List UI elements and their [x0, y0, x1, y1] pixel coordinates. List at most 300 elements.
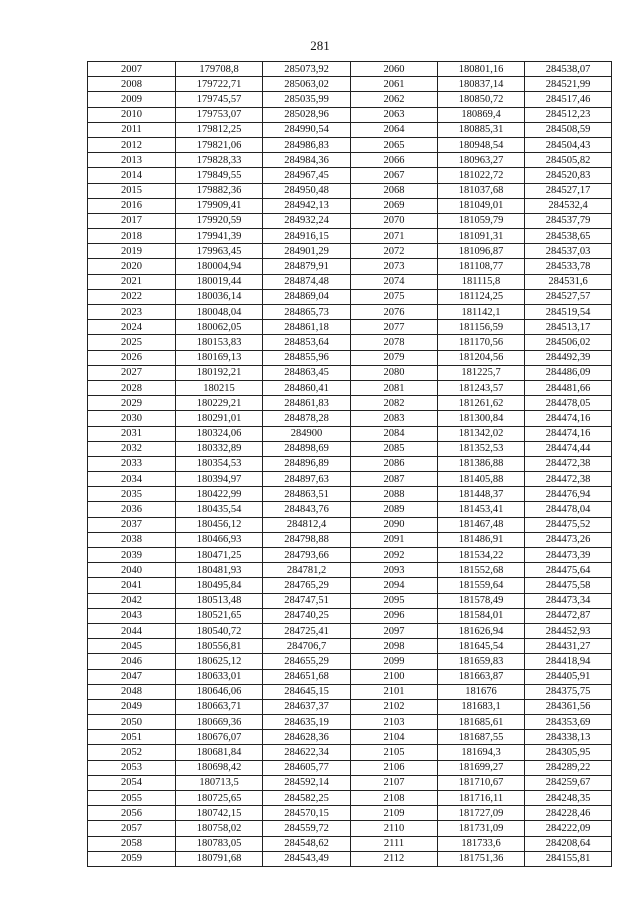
table-cell-x-coordinate: 181170,56 — [438, 335, 525, 350]
table-cell-x-coordinate: 181115,8 — [438, 274, 525, 289]
table-cell-y-coordinate: 284353,69 — [525, 715, 612, 730]
table-cell-x-coordinate: 181059,79 — [438, 213, 525, 228]
table-row — [88, 654, 612, 669]
table-cell-point-number: 2078 — [351, 335, 438, 350]
table-cell-y-coordinate: 284492,39 — [525, 350, 612, 365]
table-cell-y-coordinate: 284472,87 — [525, 608, 612, 623]
table-cell-y-coordinate: 285073,92 — [263, 62, 351, 77]
table-row — [88, 806, 612, 821]
table-cell-point-number: 2095 — [351, 593, 438, 608]
table-cell-point-number: 2059 — [88, 851, 176, 866]
table-cell-x-coordinate: 181685,61 — [438, 715, 525, 730]
table-cell-y-coordinate: 284481,66 — [525, 380, 612, 395]
table-cell-x-coordinate: 180725,65 — [176, 791, 263, 806]
table-cell-x-coordinate: 181699,27 — [438, 760, 525, 775]
table-cell-point-number: 2104 — [351, 730, 438, 745]
table-cell-point-number: 2029 — [88, 396, 176, 411]
table-cell-point-number: 2083 — [351, 411, 438, 426]
table-cell-x-coordinate: 181733,6 — [438, 836, 525, 851]
table-cell-point-number: 2053 — [88, 760, 176, 775]
table-row — [88, 730, 612, 745]
table-cell-y-coordinate: 284897,63 — [263, 472, 351, 487]
table-cell-point-number: 2026 — [88, 350, 176, 365]
table-cell-x-coordinate: 179909,41 — [176, 198, 263, 213]
table-row — [88, 168, 612, 183]
table-cell-y-coordinate: 284986,83 — [263, 137, 351, 152]
table-cell-y-coordinate: 284508,59 — [525, 122, 612, 137]
table-cell-y-coordinate: 284475,64 — [525, 563, 612, 578]
table-cell-point-number: 2021 — [88, 274, 176, 289]
table-cell-x-coordinate: 181559,64 — [438, 578, 525, 593]
table-row — [88, 122, 612, 137]
table-cell-y-coordinate: 284533,78 — [525, 259, 612, 274]
table-cell-y-coordinate: 284473,34 — [525, 593, 612, 608]
table-cell-y-coordinate: 284478,05 — [525, 396, 612, 411]
table-cell-x-coordinate: 179882,36 — [176, 183, 263, 198]
table-cell-y-coordinate: 284537,03 — [525, 244, 612, 259]
table-row — [88, 335, 612, 350]
table-cell-point-number: 2103 — [351, 715, 438, 730]
table-cell-point-number: 2067 — [351, 168, 438, 183]
table-cell-y-coordinate: 284605,77 — [263, 760, 351, 775]
table-cell-point-number: 2105 — [351, 745, 438, 760]
table-cell-point-number: 2106 — [351, 760, 438, 775]
table-cell-y-coordinate: 284475,58 — [525, 578, 612, 593]
table-cell-y-coordinate: 284537,79 — [525, 213, 612, 228]
table-cell-x-coordinate: 180625,12 — [176, 654, 263, 669]
table-row — [88, 517, 612, 532]
table-cell-x-coordinate: 179920,59 — [176, 213, 263, 228]
table-row — [88, 745, 612, 760]
table-cell-y-coordinate: 284472,38 — [525, 472, 612, 487]
table-row — [88, 608, 612, 623]
coordinates-table — [87, 61, 612, 867]
table-cell-point-number: 2055 — [88, 791, 176, 806]
table-cell-point-number: 2012 — [88, 137, 176, 152]
table-cell-y-coordinate: 284645,15 — [263, 684, 351, 699]
table-cell-x-coordinate: 180646,06 — [176, 684, 263, 699]
table-cell-y-coordinate: 284543,49 — [263, 851, 351, 866]
table-cell-point-number: 2013 — [88, 153, 176, 168]
table-cell-y-coordinate: 284519,54 — [525, 305, 612, 320]
table-cell-y-coordinate: 284740,25 — [263, 608, 351, 623]
table-cell-y-coordinate: 284248,35 — [525, 791, 612, 806]
table-cell-x-coordinate: 179753,07 — [176, 107, 263, 122]
table-cell-x-coordinate: 179745,57 — [176, 92, 263, 107]
table-cell-point-number: 2017 — [88, 213, 176, 228]
table-cell-point-number: 2024 — [88, 320, 176, 335]
table-row — [88, 244, 612, 259]
table-row — [88, 198, 612, 213]
table-cell-y-coordinate: 284725,41 — [263, 623, 351, 638]
table-row — [88, 548, 612, 563]
table-cell-x-coordinate: 181731,09 — [438, 821, 525, 836]
table-cell-y-coordinate: 284474,16 — [525, 426, 612, 441]
table-cell-point-number: 2057 — [88, 821, 176, 836]
table-row — [88, 715, 612, 730]
table-row — [88, 153, 612, 168]
table-cell-x-coordinate: 181037,68 — [438, 183, 525, 198]
table-cell-point-number: 2046 — [88, 654, 176, 669]
table-cell-point-number: 2066 — [351, 153, 438, 168]
table-cell-x-coordinate: 181243,57 — [438, 380, 525, 395]
table-cell-y-coordinate: 284475,52 — [525, 517, 612, 532]
table-cell-x-coordinate: 180783,05 — [176, 836, 263, 851]
table-cell-x-coordinate: 180742,15 — [176, 806, 263, 821]
table-cell-x-coordinate: 180963,27 — [438, 153, 525, 168]
table-cell-x-coordinate: 180521,65 — [176, 608, 263, 623]
table-cell-y-coordinate: 284452,93 — [525, 623, 612, 638]
table-cell-y-coordinate: 285028,96 — [263, 107, 351, 122]
table-cell-point-number: 2036 — [88, 502, 176, 517]
table-cell-x-coordinate: 181096,87 — [438, 244, 525, 259]
table-cell-point-number: 2101 — [351, 684, 438, 699]
table-cell-x-coordinate: 181142,1 — [438, 305, 525, 320]
table-cell-y-coordinate: 284861,83 — [263, 396, 351, 411]
table-cell-point-number: 2065 — [351, 137, 438, 152]
table-cell-x-coordinate: 181386,88 — [438, 456, 525, 471]
table-cell-x-coordinate: 180169,13 — [176, 350, 263, 365]
table-cell-point-number: 2045 — [88, 639, 176, 654]
table-cell-point-number: 2109 — [351, 806, 438, 821]
table-cell-point-number: 2084 — [351, 426, 438, 441]
table-cell-x-coordinate: 181716,11 — [438, 791, 525, 806]
table-cell-x-coordinate: 181225,7 — [438, 365, 525, 380]
table-cell-x-coordinate: 179941,39 — [176, 229, 263, 244]
table-cell-x-coordinate: 181663,87 — [438, 669, 525, 684]
table-cell-y-coordinate: 284628,36 — [263, 730, 351, 745]
table-cell-y-coordinate: 284259,67 — [525, 775, 612, 790]
table-cell-x-coordinate: 179849,55 — [176, 168, 263, 183]
table-cell-point-number: 2033 — [88, 456, 176, 471]
table-cell-y-coordinate: 284747,51 — [263, 593, 351, 608]
table-cell-x-coordinate: 181156,59 — [438, 320, 525, 335]
table-cell-y-coordinate: 284473,39 — [525, 548, 612, 563]
table-cell-x-coordinate: 180758,02 — [176, 821, 263, 836]
table-cell-point-number: 2027 — [88, 365, 176, 380]
table-cell-x-coordinate: 180192,21 — [176, 365, 263, 380]
table-cell-y-coordinate: 284901,29 — [263, 244, 351, 259]
table-cell-x-coordinate: 180540,72 — [176, 623, 263, 638]
table-cell-x-coordinate: 180004,94 — [176, 259, 263, 274]
table-cell-point-number: 2087 — [351, 472, 438, 487]
table-cell-x-coordinate: 180435,54 — [176, 502, 263, 517]
table-cell-x-coordinate: 180681,84 — [176, 745, 263, 760]
table-cell-x-coordinate: 181300,84 — [438, 411, 525, 426]
table-cell-x-coordinate: 180885,31 — [438, 122, 525, 137]
table-cell-x-coordinate: 180676,07 — [176, 730, 263, 745]
table-cell-point-number: 2062 — [351, 92, 438, 107]
table-cell-y-coordinate: 284504,43 — [525, 137, 612, 152]
table-cell-point-number: 2075 — [351, 289, 438, 304]
table-cell-y-coordinate: 284932,24 — [263, 213, 351, 228]
table-cell-x-coordinate: 180556,81 — [176, 639, 263, 654]
table-cell-y-coordinate: 284878,28 — [263, 411, 351, 426]
table-cell-y-coordinate: 284853,64 — [263, 335, 351, 350]
table-cell-x-coordinate: 181049,01 — [438, 198, 525, 213]
table-cell-x-coordinate: 180837,14 — [438, 77, 525, 92]
table-cell-point-number: 2069 — [351, 198, 438, 213]
table-cell-x-coordinate: 180466,93 — [176, 532, 263, 547]
table-cell-point-number: 2094 — [351, 578, 438, 593]
table-cell-point-number: 2023 — [88, 305, 176, 320]
table-cell-point-number: 2049 — [88, 699, 176, 714]
table-cell-x-coordinate: 181091,31 — [438, 229, 525, 244]
table-cell-y-coordinate: 284950,48 — [263, 183, 351, 198]
table-cell-point-number: 2082 — [351, 396, 438, 411]
table-cell-y-coordinate: 284506,02 — [525, 335, 612, 350]
table-row — [88, 107, 612, 122]
table-cell-y-coordinate: 284706,7 — [263, 639, 351, 654]
table-cell-y-coordinate: 284538,65 — [525, 229, 612, 244]
table-cell-point-number: 2112 — [351, 851, 438, 866]
table-cell-y-coordinate: 284548,62 — [263, 836, 351, 851]
table-cell-point-number: 2054 — [88, 775, 176, 790]
table-cell-x-coordinate: 180633,01 — [176, 669, 263, 684]
table-cell-x-coordinate: 181261,62 — [438, 396, 525, 411]
table-cell-point-number: 2044 — [88, 623, 176, 638]
table-cell-y-coordinate: 284520,83 — [525, 168, 612, 183]
table-cell-y-coordinate: 284208,64 — [525, 836, 612, 851]
table-cell-point-number: 2056 — [88, 806, 176, 821]
table-cell-point-number: 2019 — [88, 244, 176, 259]
table-cell-point-number: 2100 — [351, 669, 438, 684]
table-cell-point-number: 2035 — [88, 487, 176, 502]
table-cell-point-number: 2060 — [351, 62, 438, 77]
table-cell-y-coordinate: 284521,99 — [525, 77, 612, 92]
page-number: 281 — [310, 38, 330, 53]
table-row — [88, 456, 612, 471]
table-cell-point-number: 2058 — [88, 836, 176, 851]
table-cell-y-coordinate: 284861,18 — [263, 320, 351, 335]
table-cell-x-coordinate: 181342,02 — [438, 426, 525, 441]
table-row — [88, 684, 612, 699]
table-row — [88, 441, 612, 456]
table-row — [88, 380, 612, 395]
table-cell-y-coordinate: 284338,13 — [525, 730, 612, 745]
table-cell-x-coordinate: 181687,55 — [438, 730, 525, 745]
table-cell-point-number: 2028 — [88, 380, 176, 395]
table-cell-y-coordinate: 284900 — [263, 426, 351, 441]
table-row — [88, 305, 612, 320]
table-row — [88, 851, 612, 866]
table-cell-y-coordinate: 284898,69 — [263, 441, 351, 456]
table-row — [88, 791, 612, 806]
table-cell-point-number: 2098 — [351, 639, 438, 654]
table-cell-point-number: 2038 — [88, 532, 176, 547]
table-row — [88, 623, 612, 638]
table-cell-point-number: 2070 — [351, 213, 438, 228]
table-cell-y-coordinate: 284967,45 — [263, 168, 351, 183]
table-row — [88, 229, 612, 244]
table-cell-y-coordinate: 284375,75 — [525, 684, 612, 699]
table-cell-x-coordinate: 179828,33 — [176, 153, 263, 168]
table-cell-x-coordinate: 180481,93 — [176, 563, 263, 578]
table-row — [88, 426, 612, 441]
table-cell-point-number: 2048 — [88, 684, 176, 699]
table-cell-x-coordinate: 181486,91 — [438, 532, 525, 547]
table-cell-point-number: 2108 — [351, 791, 438, 806]
table-cell-point-number: 2077 — [351, 320, 438, 335]
table-cell-point-number: 2043 — [88, 608, 176, 623]
table-cell-x-coordinate: 181694,3 — [438, 745, 525, 760]
table-cell-point-number: 2016 — [88, 198, 176, 213]
table-cell-x-coordinate: 180394,97 — [176, 472, 263, 487]
table-cell-x-coordinate: 181659,83 — [438, 654, 525, 669]
table-cell-point-number: 2018 — [88, 229, 176, 244]
table-cell-y-coordinate: 284527,17 — [525, 183, 612, 198]
table-row — [88, 760, 612, 775]
table-cell-point-number: 2072 — [351, 244, 438, 259]
table-cell-point-number: 2052 — [88, 745, 176, 760]
table-cell-x-coordinate: 180801,16 — [438, 62, 525, 77]
table-cell-point-number: 2015 — [88, 183, 176, 198]
table-row — [88, 350, 612, 365]
table-cell-point-number: 2090 — [351, 517, 438, 532]
table-cell-x-coordinate: 179821,06 — [176, 137, 263, 152]
table-row — [88, 274, 612, 289]
table-cell-y-coordinate: 284843,76 — [263, 502, 351, 517]
table-cell-y-coordinate: 284765,29 — [263, 578, 351, 593]
table-cell-y-coordinate: 284798,88 — [263, 532, 351, 547]
table-cell-point-number: 2091 — [351, 532, 438, 547]
table-cell-y-coordinate: 284559,72 — [263, 821, 351, 836]
table-cell-x-coordinate: 180850,72 — [438, 92, 525, 107]
table-cell-point-number: 2011 — [88, 122, 176, 137]
table-cell-x-coordinate: 179708,8 — [176, 62, 263, 77]
table-cell-x-coordinate: 180229,21 — [176, 396, 263, 411]
table-cell-y-coordinate: 284473,26 — [525, 532, 612, 547]
table-cell-x-coordinate: 180471,25 — [176, 548, 263, 563]
table-cell-x-coordinate: 180215 — [176, 380, 263, 395]
table-cell-point-number: 2086 — [351, 456, 438, 471]
coordinates-table-body — [88, 62, 612, 867]
table-cell-y-coordinate: 284476,94 — [525, 487, 612, 502]
table-cell-point-number: 2014 — [88, 168, 176, 183]
table-cell-x-coordinate: 180663,71 — [176, 699, 263, 714]
table-cell-point-number: 2032 — [88, 441, 176, 456]
table-cell-point-number: 2092 — [351, 548, 438, 563]
table-cell-point-number: 2039 — [88, 548, 176, 563]
table-cell-y-coordinate: 284418,94 — [525, 654, 612, 669]
table-row — [88, 502, 612, 517]
table-cell-y-coordinate: 284865,73 — [263, 305, 351, 320]
table-row — [88, 62, 612, 77]
table-cell-x-coordinate: 180713,5 — [176, 775, 263, 790]
table-cell-point-number: 2025 — [88, 335, 176, 350]
table-cell-y-coordinate: 284472,38 — [525, 456, 612, 471]
table-cell-x-coordinate: 181584,01 — [438, 608, 525, 623]
table-cell-y-coordinate: 284305,95 — [525, 745, 612, 760]
table-cell-x-coordinate: 181467,48 — [438, 517, 525, 532]
table-cell-point-number: 2009 — [88, 92, 176, 107]
table-cell-point-number: 2031 — [88, 426, 176, 441]
table-cell-point-number: 2099 — [351, 654, 438, 669]
table-row — [88, 487, 612, 502]
table-cell-y-coordinate: 284942,13 — [263, 198, 351, 213]
table-cell-y-coordinate: 284478,04 — [525, 502, 612, 517]
table-cell-point-number: 2051 — [88, 730, 176, 745]
table-cell-x-coordinate: 181352,53 — [438, 441, 525, 456]
table-row — [88, 563, 612, 578]
table-row — [88, 699, 612, 714]
table-cell-point-number: 2061 — [351, 77, 438, 92]
table-row — [88, 593, 612, 608]
table-cell-x-coordinate: 180698,42 — [176, 760, 263, 775]
table-cell-y-coordinate: 284405,91 — [525, 669, 612, 684]
table-cell-x-coordinate: 180332,89 — [176, 441, 263, 456]
table-cell-y-coordinate: 284513,17 — [525, 320, 612, 335]
table-cell-x-coordinate: 179722,71 — [176, 77, 263, 92]
table-cell-point-number: 2097 — [351, 623, 438, 638]
table-cell-x-coordinate: 180291,01 — [176, 411, 263, 426]
table-cell-point-number: 2022 — [88, 289, 176, 304]
table-cell-y-coordinate: 285035,99 — [263, 92, 351, 107]
table-cell-point-number: 2096 — [351, 608, 438, 623]
table-cell-point-number: 2042 — [88, 593, 176, 608]
table-cell-point-number: 2041 — [88, 578, 176, 593]
table-row — [88, 836, 612, 851]
table-cell-point-number: 2064 — [351, 122, 438, 137]
table-row — [88, 137, 612, 152]
table-cell-point-number: 2107 — [351, 775, 438, 790]
table-row — [88, 183, 612, 198]
table-cell-x-coordinate: 180422,99 — [176, 487, 263, 502]
table-row — [88, 396, 612, 411]
table-cell-y-coordinate: 284538,07 — [525, 62, 612, 77]
table-row — [88, 213, 612, 228]
table-cell-x-coordinate: 181710,67 — [438, 775, 525, 790]
table-cell-x-coordinate: 181751,36 — [438, 851, 525, 866]
table-cell-y-coordinate: 284570,15 — [263, 806, 351, 821]
table-cell-point-number: 2102 — [351, 699, 438, 714]
table-cell-point-number: 2071 — [351, 229, 438, 244]
table-cell-x-coordinate: 181727,09 — [438, 806, 525, 821]
table-cell-x-coordinate: 180948,54 — [438, 137, 525, 152]
table-cell-point-number: 2068 — [351, 183, 438, 198]
table-cell-x-coordinate: 181022,72 — [438, 168, 525, 183]
table-cell-y-coordinate: 284879,91 — [263, 259, 351, 274]
table-cell-x-coordinate: 180062,05 — [176, 320, 263, 335]
table-cell-point-number: 2047 — [88, 669, 176, 684]
table-cell-x-coordinate: 180324,06 — [176, 426, 263, 441]
table-cell-y-coordinate: 284863,45 — [263, 365, 351, 380]
table-cell-point-number: 2085 — [351, 441, 438, 456]
table-cell-x-coordinate: 180495,84 — [176, 578, 263, 593]
table-cell-y-coordinate: 284793,66 — [263, 548, 351, 563]
table-cell-x-coordinate: 181626,94 — [438, 623, 525, 638]
table-cell-point-number: 2037 — [88, 517, 176, 532]
table-cell-y-coordinate: 284984,36 — [263, 153, 351, 168]
table-row — [88, 259, 612, 274]
table-row — [88, 92, 612, 107]
table-cell-y-coordinate: 284812,4 — [263, 517, 351, 532]
table-cell-y-coordinate: 284486,09 — [525, 365, 612, 380]
table-cell-x-coordinate: 181405,88 — [438, 472, 525, 487]
table-cell-x-coordinate: 180048,04 — [176, 305, 263, 320]
table-row — [88, 532, 612, 547]
table-cell-y-coordinate: 284228,46 — [525, 806, 612, 821]
table-row — [88, 578, 612, 593]
table-cell-x-coordinate: 180791,68 — [176, 851, 263, 866]
table-cell-x-coordinate: 180019,44 — [176, 274, 263, 289]
table-cell-x-coordinate: 180036,14 — [176, 289, 263, 304]
table-cell-y-coordinate: 284855,96 — [263, 350, 351, 365]
table-cell-point-number: 2089 — [351, 502, 438, 517]
table-cell-point-number: 2030 — [88, 411, 176, 426]
table-cell-y-coordinate: 284474,44 — [525, 441, 612, 456]
table-cell-point-number: 2050 — [88, 715, 176, 730]
